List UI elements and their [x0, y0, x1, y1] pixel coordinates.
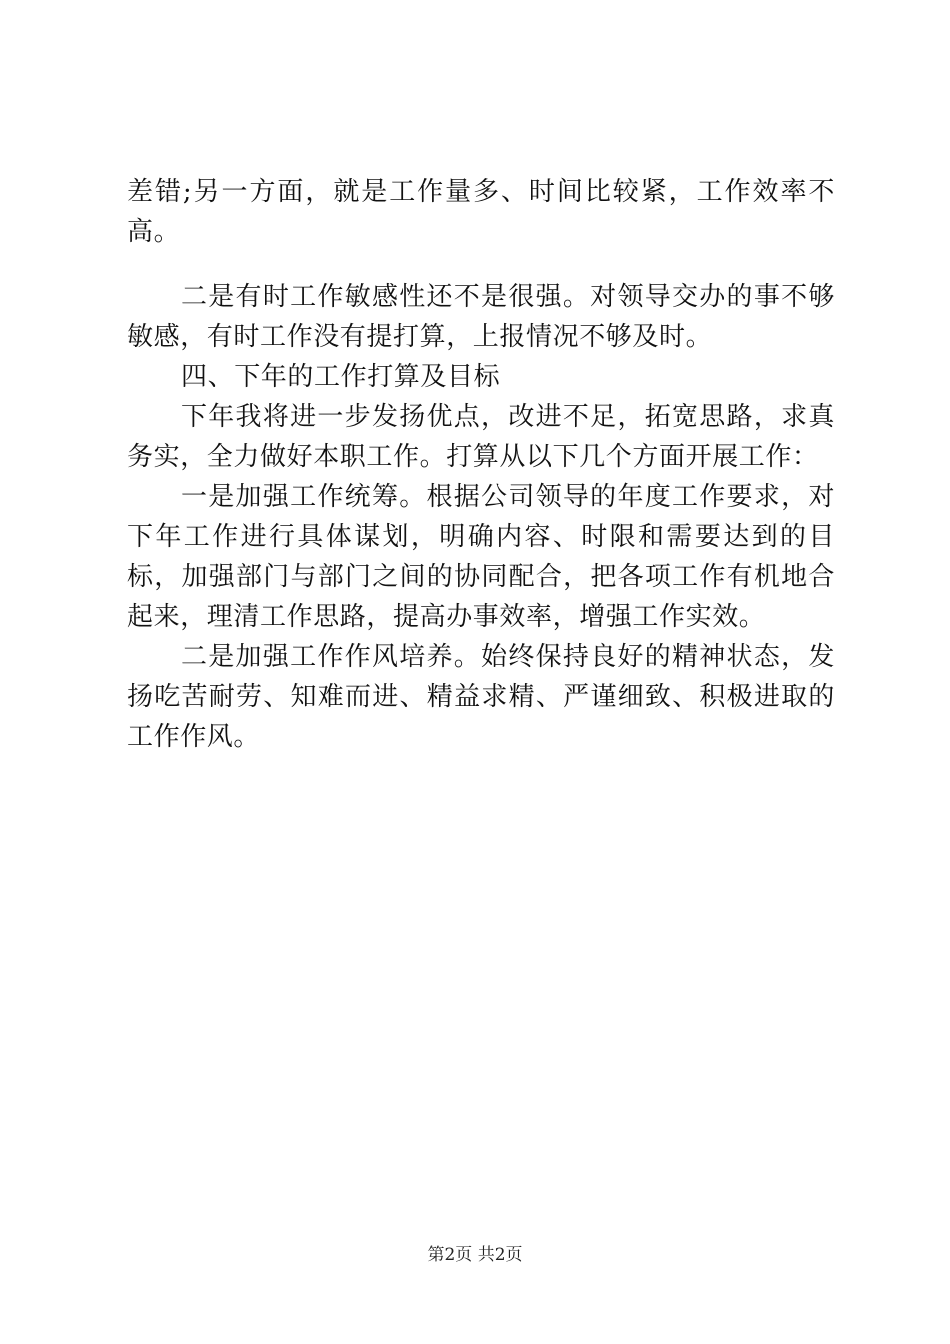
- section-heading: 四、下年的工作打算及目标: [181, 362, 501, 392]
- paragraph-plan-item-2: 二是加强工作作风培养。始终保持良好的精神状态，发扬吃苦耐劳、知难而进、精益求精、严谨细致、积极进取的工作作风。: [127, 642, 835, 752]
- paragraph-plan-item-1: 一是加强工作统筹。根据公司领导的年度工作要求，对下年工作进行具体谋划，明确内容、时限和需要达到的目标，加强部门与部门之间的协同配合，把各项工作有机地合起来，理清工作思路，提高办事效率，增强工作实效。: [127, 482, 835, 632]
- document-body: [127, 172, 835, 757]
- page-footer: 第2页 共2页: [427, 1245, 523, 1265]
- paragraph-continuation: 差错;另一方面，就是工作量多、时间比较紧，工作效率不高。: [127, 177, 835, 247]
- paragraph-plan-intro: 下年我将进一步发扬优点，改进不足，拓宽思路，求真务实，全力做好本职工作。打算从以下几个方面开展工作：: [127, 402, 835, 472]
- paragraph-sensitivity: 二是有时工作敏感性还不是很强。对领导交办的事不够敏感，有时工作没有提打算，上报情况不够及时。: [127, 282, 835, 352]
- paragraph-gap: [127, 252, 835, 277]
